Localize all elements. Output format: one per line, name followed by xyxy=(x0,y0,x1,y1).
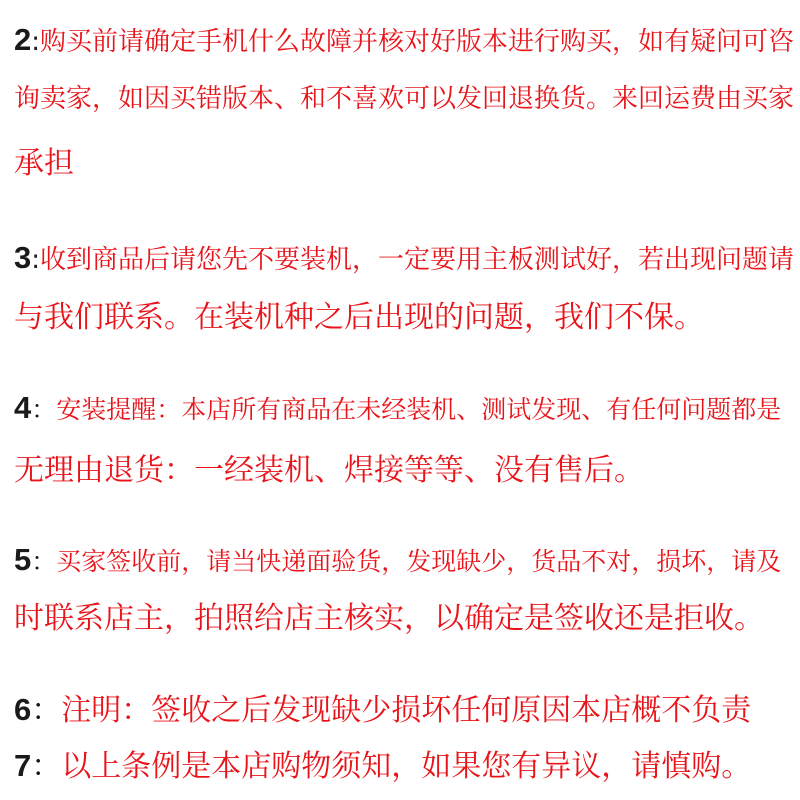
rule-4-line-2 xyxy=(14,449,644,493)
rule-text: 承担 xyxy=(14,146,74,181)
rule-text: 买家签收前，请当快递面验货，发现缺少，货品不对，损坏，请及 xyxy=(56,547,782,576)
rule-colon: : xyxy=(31,245,41,275)
rule-number: 2 xyxy=(14,22,32,57)
rule-colon: ： xyxy=(31,693,62,728)
rule-text: 注明：签收之后发现缺少损坏任何原因本店概不负责 xyxy=(61,693,752,728)
rule-number: 3 xyxy=(14,240,32,275)
rule-text: 时联系店主，拍照给店主核实，以确定是签收还是拒收。 xyxy=(14,601,764,636)
rule-text: 安装提醒：本店所有商品在未经装机、测试发现、有任何问题都是 xyxy=(56,395,782,424)
rule-colon: ： xyxy=(31,395,57,424)
rule-6-line-1 xyxy=(14,688,751,732)
rule-number: 6 xyxy=(14,692,32,727)
rule-colon: ： xyxy=(31,749,62,784)
rule-text: 以上条例是本店购物须知，如果您有异议，请慎购。 xyxy=(61,749,752,784)
rule-2-line-3 xyxy=(14,142,74,186)
rule-colon: ： xyxy=(31,547,57,576)
rule-text: 询卖家，如因买错版本、和不喜欢可以发回退换货。来回运费由买家 xyxy=(14,84,795,114)
rule-colon: : xyxy=(31,27,41,57)
rule-text: 无理由退货：一经装机、焊接等等、没有售后。 xyxy=(14,453,644,488)
rule-5-line-1 xyxy=(14,538,781,582)
rule-text: 购买前请确定手机什么故障并核对好版本进行购买，如有疑问可咨 xyxy=(40,27,795,57)
rule-2-line-1 xyxy=(14,18,794,62)
rule-3-line-1 xyxy=(14,236,794,280)
rule-text: 与我们联系。在装机种之后出现的问题，我们不保。 xyxy=(14,300,704,335)
rule-number: 4 xyxy=(14,390,32,425)
rule-3-line-2 xyxy=(14,296,704,340)
rule-number: 7 xyxy=(14,748,32,783)
rule-text: 收到商品后请您先不要装机，一定要用主板测试好，若出现问题请 xyxy=(40,245,795,275)
rule-2-line-2 xyxy=(14,77,794,121)
rule-5-line-2 xyxy=(14,597,764,641)
rule-number: 5 xyxy=(14,542,32,577)
rule-4-line-1 xyxy=(14,386,781,430)
rule-7-line-1 xyxy=(14,744,751,788)
